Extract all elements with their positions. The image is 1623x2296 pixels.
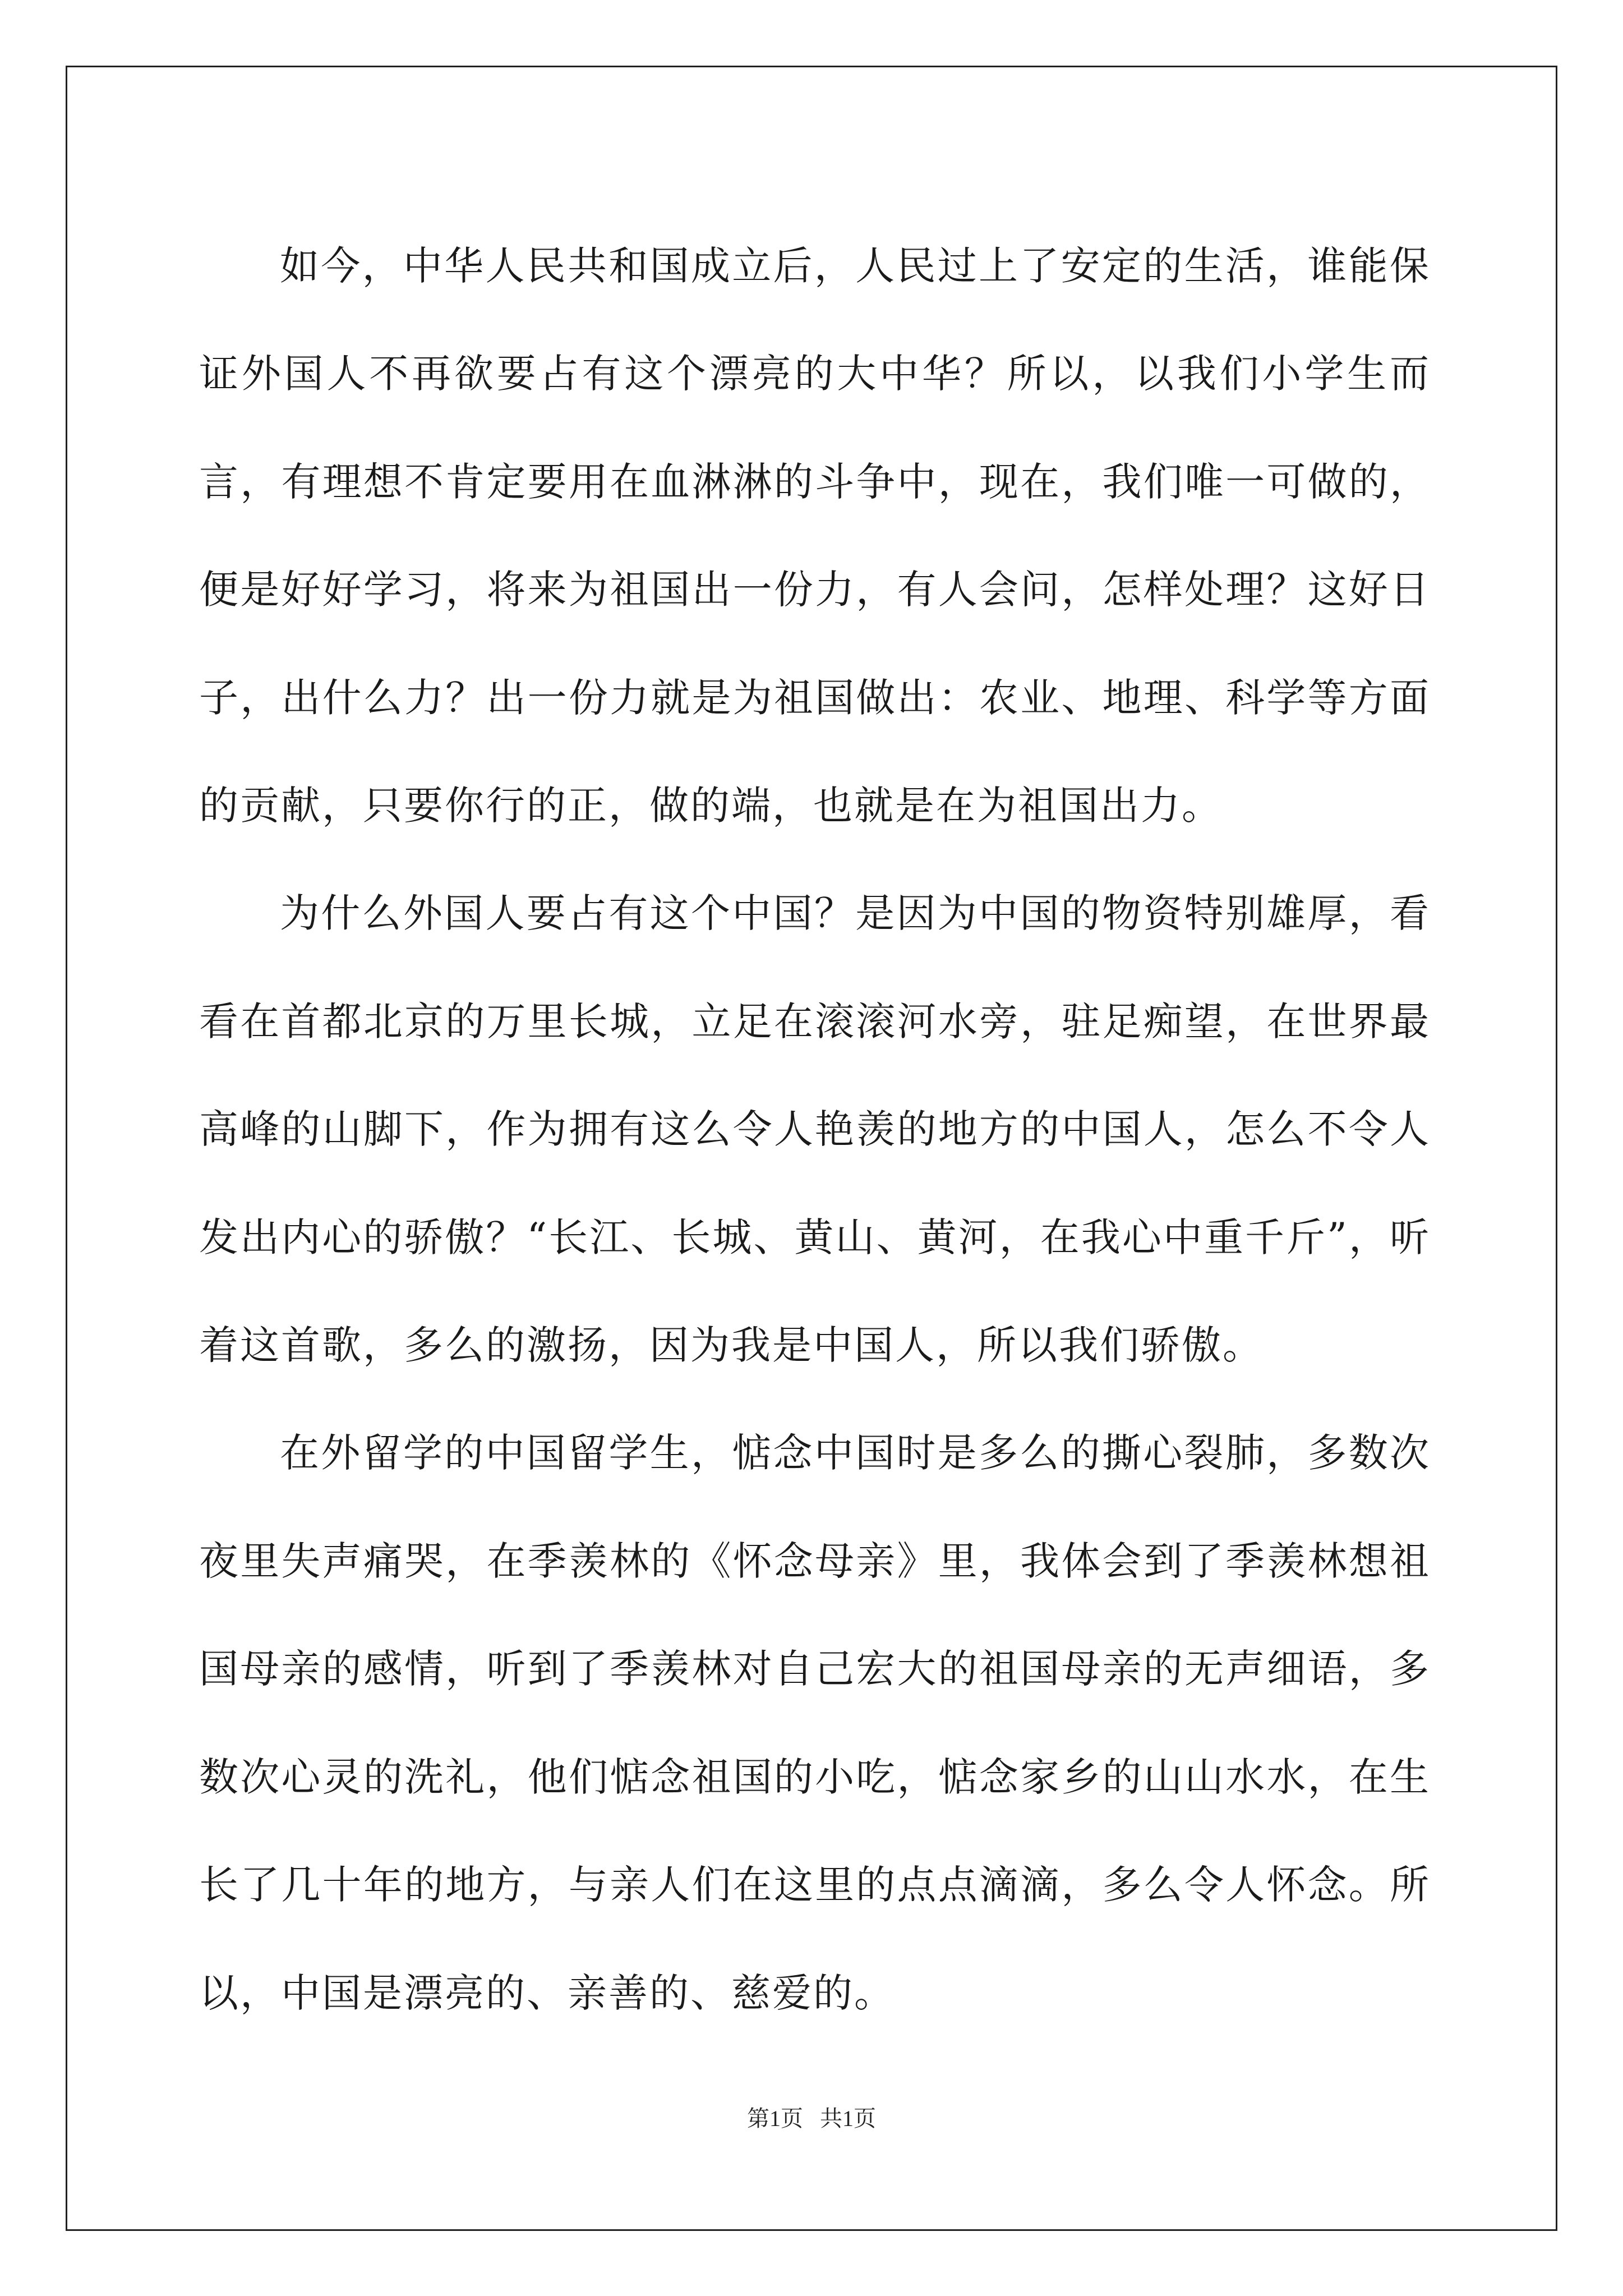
paragraph-3: 在外留学的中国留学生，惦念中国时是多么的撕心裂肺，多数次夜里失声痛哭，在季羡林的《怀念母亲》里，我体会到了季羡林想祖国母亲的感情，听到了季羡林对自己宏大的祖国母亲的无声细语，多数次心灵的洗礼，他们惦念祖国的小吃，惦念家乡的山山水水，在生长了几十年的地方，与亲人们在这里的点点滴滴，多么令人怀念。所以，中国是漂亮的、亲善的、慈爱的。 xyxy=(199,1430,1431,2016)
page-number-footer: 第1页 共1页 xyxy=(747,2106,876,2131)
paragraph-1: 如今，中华人民共和国成立后，人民过上了安定的生活，谁能保证外国人不再欲要占有这个漂亮的大中华？所以，以我们小学生而言，有理想不肯定要用在血淋淋的斗争中，现在，我们唯一可做的，便是好好学习，将来为祖国出一份力，有人会问，怎样处理？这好日子，出什么力？出一份力就是为祖国做出：农业、地理、科学等方面的贡献，只要你行的正，做的端，也就是在为祖国出力。 xyxy=(199,243,1431,829)
paragraph-2: 为什么外国人要占有这个中国？是因为中国的物资特别雄厚，看看在首都北京的万里长城，立足在滚滚河水旁，驻足痴望，在世界最高峰的山脚下，作为拥有这么令人艳羡的地方的中国人，怎么不令人发出内心的骄傲？“长江、长城、黄山、黄河，在我心中重千斤”，听着这首歌，多么的激扬，因为我是中国人，所以我们骄傲。 xyxy=(199,890,1431,1369)
document-body xyxy=(199,212,1431,2047)
